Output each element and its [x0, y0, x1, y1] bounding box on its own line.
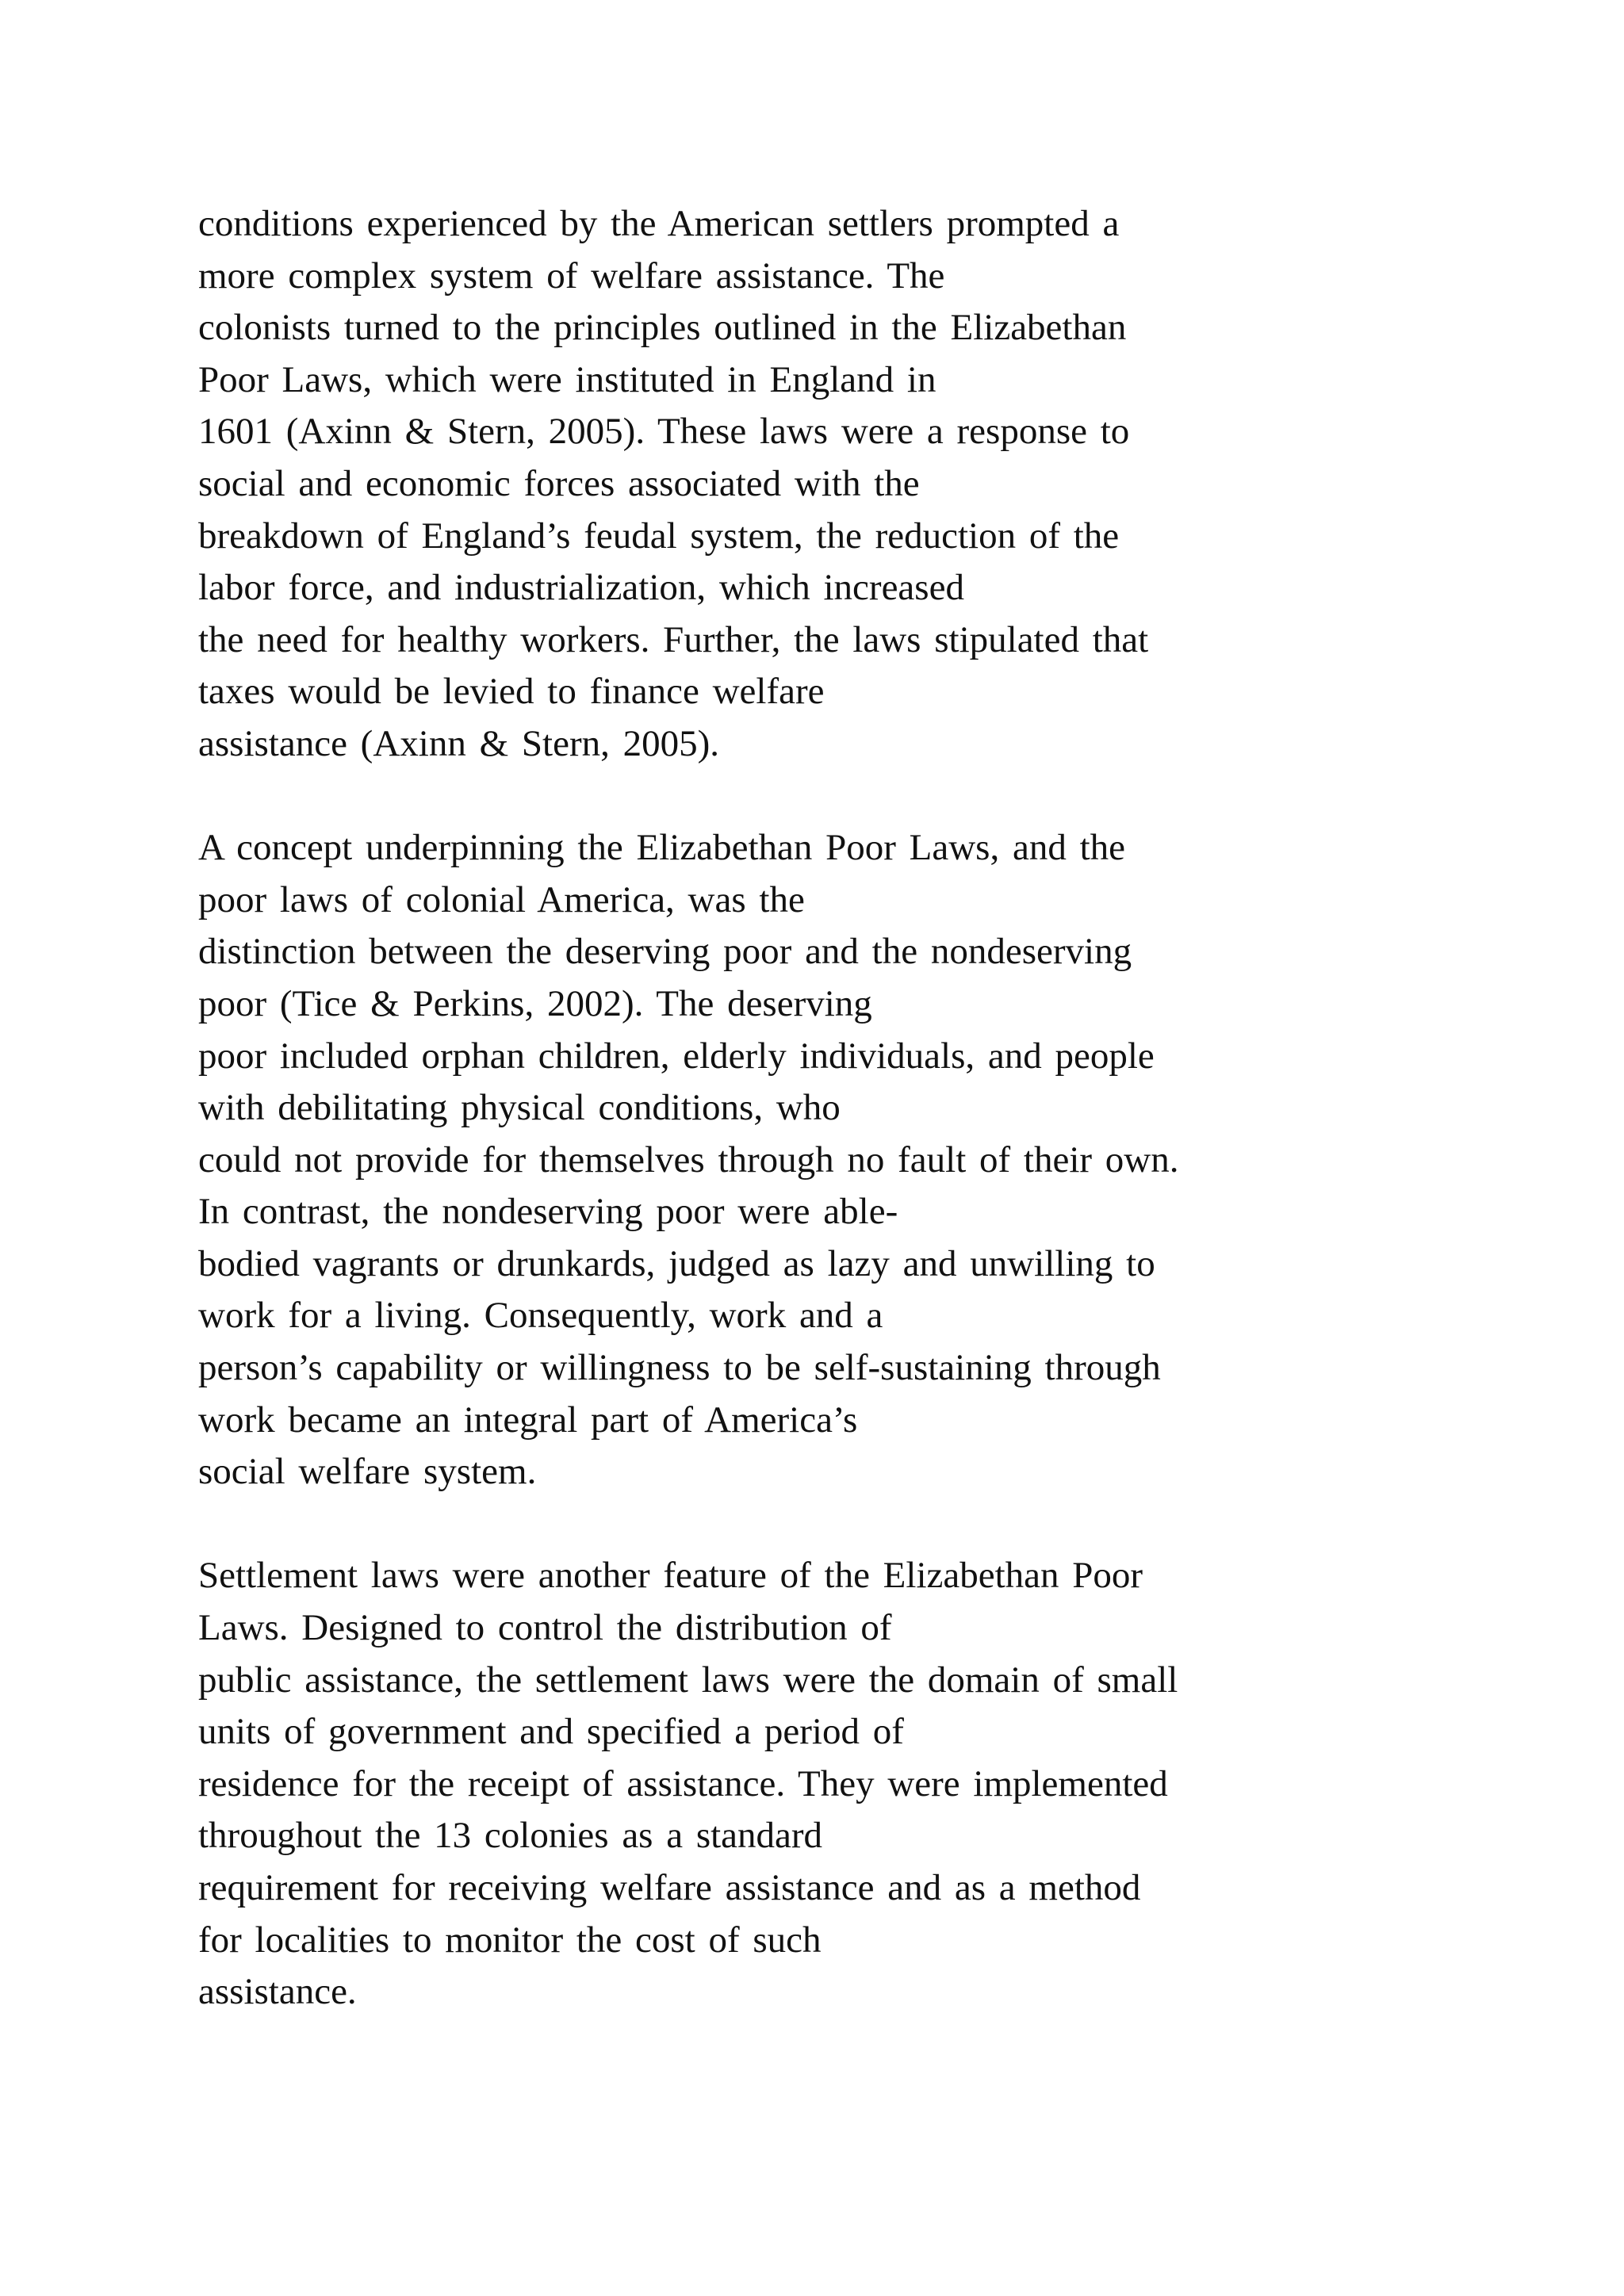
paragraph-2 [198, 822, 1467, 1498]
text-line: could not provide for themselves through no fault of their own. [198, 1138, 1179, 1181]
text-line: Laws. Designed to control the distribution of [198, 1607, 892, 1649]
text-line: assistance (Axinn & Stern, 2005). [198, 722, 720, 764]
text-line: taxes would be levied to finance welfare [198, 671, 825, 713]
paragraph-3 [198, 1550, 1467, 2018]
text-line: labor force, and industrialization, which increased [198, 567, 964, 609]
text-line: poor (Tice & Perkins, 2002). The deserving [198, 982, 872, 1024]
text-line: public assistance, the settlement laws were the domain of small [198, 1659, 1178, 1701]
text-line: poor laws of colonial America, was the [198, 878, 805, 920]
text-line: A concept underpinning the Elizabethan Poor Laws, and the [198, 827, 1125, 869]
text-line: requirement for receiving welfare assistance and as a method [198, 1867, 1141, 1908]
text-line: person’s capability or willingness to be self-sustaining through [198, 1347, 1161, 1389]
text-line: colonists turned to the principles outlined in the Elizabethan [198, 307, 1127, 349]
paragraph-1 [198, 198, 1467, 771]
text-line: for localities to monitor the cost of such [198, 1919, 822, 1961]
text-line: social welfare system. [198, 1451, 537, 1493]
text-line: the need for healthy workers. Further, the laws stipulated that [198, 618, 1149, 660]
text-line: Settlement laws were another feature of the Elizabethan Poor [198, 1555, 1143, 1597]
text-line: with debilitating physical conditions, who [198, 1087, 841, 1129]
text-line: work for a living. Consequently, work and a [198, 1295, 883, 1337]
text-line: 1601 (Axinn & Stern, 2005). These laws were a response to [198, 411, 1130, 453]
text-line: In contrast, the nondeserving poor were able- [198, 1191, 898, 1233]
text-line: more complex system of welfare assistance. The [198, 254, 945, 297]
text-line: residence for the receipt of assistance. They were implemented [198, 1762, 1168, 1804]
body-text [198, 198, 1467, 2019]
text-line: work became an integral part of America’s [198, 1399, 858, 1441]
text-line: assistance. [198, 1971, 357, 2013]
text-line: bodied vagrants or drunkards, judged as lazy and unwilling to [198, 1242, 1155, 1284]
text-line: units of government and specified a period of [198, 1711, 904, 1753]
paragraph-gap [198, 1498, 1467, 1551]
text-line: throughout the 13 colonies as a standard [198, 1815, 823, 1857]
text-line: Poor Laws, which were instituted in England in [198, 358, 936, 400]
paragraph-gap [198, 771, 1467, 823]
text-line: distinction between the deserving poor and the nondeserving [198, 931, 1132, 973]
text-line: breakdown of England’s feudal system, the reduction of the [198, 515, 1120, 557]
text-line: conditions experienced by the American settlers prompted a [198, 203, 1120, 244]
text-line: poor included orphan children, elderly individuals, and people [198, 1035, 1155, 1077]
text-line: social and economic forces associated with the [198, 462, 920, 504]
